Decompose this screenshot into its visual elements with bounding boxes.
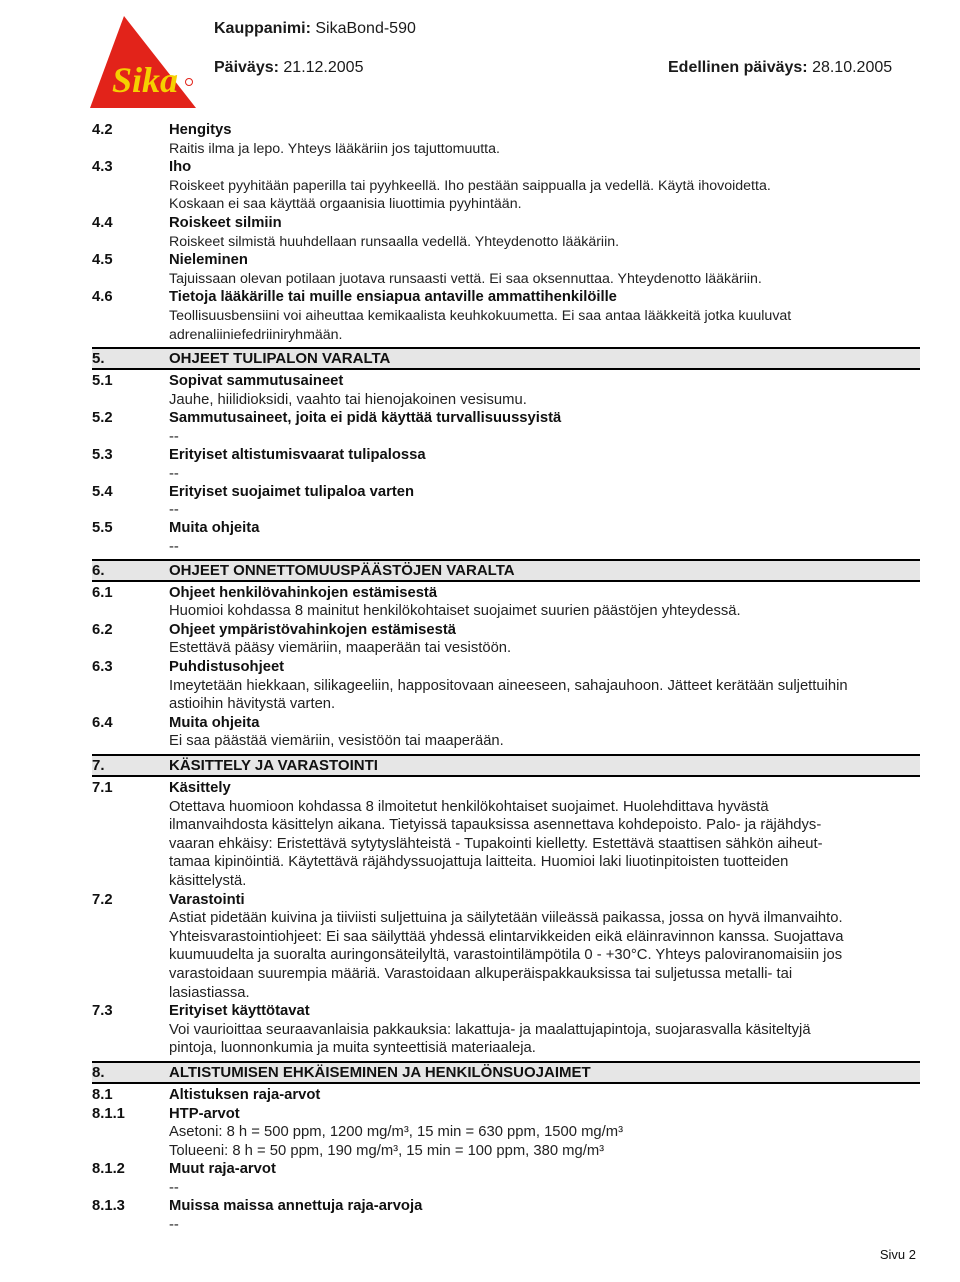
trade-name-line [214,20,416,38]
indent [92,195,169,214]
body-line [92,928,920,947]
section-title: ALTISTUMISEN EHKÄISEMINEN JA HENKILÖNSUOJAIMET [169,1063,591,1081]
subsection-title: Muut raja-arvot [169,1161,276,1178]
subsection-heading [92,1160,920,1179]
indent [92,732,169,751]
subsection-number: 6.3 [92,659,113,676]
date-value: 21.12.2005 [283,59,364,76]
body-line [92,1021,920,1040]
subsection-heading [92,714,920,733]
body-line [92,695,920,714]
indent [92,1179,169,1197]
subsection-number: 8.1.3 [92,1197,125,1214]
subsection-number: 4.3 [92,159,113,176]
body-line [92,872,920,891]
body-line [92,946,920,965]
subsection-number: 5.1 [92,373,113,390]
subsection-number: 5.4 [92,483,113,500]
subsection-title: Sammutusaineet, joita ei pidä käyttää turvallisuussyistä [169,410,562,427]
subsection-number: 8.1.2 [92,1161,125,1178]
subsection-heading [92,214,920,233]
subsection-title: Roiskeet silmiin [169,214,282,231]
indent [92,307,169,326]
subsection-number: 8.1.1 [92,1105,125,1122]
body-text: Yhteisvarastointiohjeet: Ei saa säilyttää yhdessä elintarvikkeiden eikä eläinravinnon kanssa. Suojattava [169,928,844,945]
subsection-title: Sopivat sammutusaineet [169,373,344,390]
section-number: 5. [92,350,105,368]
body-text: Koskaan ei saa käyttää orgaanisia liuottimia pyyhintään. [169,196,522,213]
body-line [92,816,920,835]
svg-text:Sika: Sika [112,60,179,100]
subsection-heading [92,584,920,603]
subsection-heading [92,519,920,538]
body-text: Jauhe, hiilidioksidi, vaahto tai hienojakoinen vesisumu. [169,391,527,408]
previous-date-label: Edellinen päiväys: [668,59,808,76]
subsection-title: Tietoja lääkärille tai muille ensiapua antaville ammattihenkilöille [169,289,617,306]
body-text: Imeytetään hiekkaan, silikageeliin, happositovaan aineeseen, sahajauhoon. Jätteet kerätään suljettuihin [169,677,848,694]
indent [92,391,169,410]
empty-placeholder [92,501,920,519]
body-line [92,984,920,1003]
body-text: ilmanvaihdosta käsittelyn aikana. Tietyissä tapauksissa asennettava kohdepoisto. Palo- ja räjähdys- [169,817,822,834]
subsection-heading [92,409,920,428]
body-text: adrenaliiniefedriiniryhmään. [169,326,343,343]
body-text: -- [169,502,179,519]
sika-logo [90,16,196,108]
subsection-title: HTP-arvot [169,1105,240,1122]
subsection-heading [92,621,920,640]
subsection-number: 6.2 [92,621,113,638]
indent [92,233,169,252]
body-text: Asetoni: 8 h = 500 ppm, 1200 mg/m³, 15 min = 630 ppm, 1500 mg/m³ [169,1124,624,1141]
subsection-number: 4.4 [92,214,113,231]
subsection-number: 8.1 [92,1086,113,1103]
indent [92,909,169,928]
subsection-number: 7.3 [92,1003,113,1020]
body-text: Tajuissaan olevan potilaan juotava runsaasti vettä. Ei saa oksennuttaa. Yhteydenotto lääkäriin. [169,270,762,287]
subsection-title: Erityiset käyttötavat [169,1003,310,1020]
empty-placeholder [92,465,920,483]
body-line [92,1142,920,1161]
subsection-number: 5.3 [92,446,113,463]
body-text: pintoja, luonnonkumia ja muita synteettisiä materiaaleja. [169,1040,536,1057]
indent [92,177,169,196]
indent [92,946,169,965]
body-line [92,270,920,289]
subsection-number: 4.6 [92,289,113,306]
body-text: kuumuudelta ja suoralta auringonsäteilyltä, varastointilämpötila 0 - +30°C. Yhteys paloviranomaisiin jos [169,947,843,964]
subsection-title: Altistuksen raja-arvot [169,1086,321,1103]
section-heading [92,754,920,777]
section-heading [92,559,920,582]
body-line [92,677,920,696]
indent [92,1039,169,1058]
body-text: astioihin hävitystä varten. [169,696,336,713]
body-line [92,732,920,751]
subsection-heading [92,1105,920,1124]
subsection-heading [92,1086,920,1105]
trade-name-label: Kauppanimi: [214,20,311,37]
section-heading [92,347,920,370]
subsection-title: Puhdistusohjeet [169,659,285,676]
body-line [92,177,920,196]
indent [92,695,169,714]
indent [92,798,169,817]
body-text: Otettava huomioon kohdassa 8 ilmoitetut henkilökohtaiset suojaimet. Huolehdittava hyvästä [169,798,769,815]
subsection-heading [92,483,920,502]
body-text: Tolueeni: 8 h = 50 ppm, 190 mg/m³, 15 min = 100 ppm, 380 mg/m³ [169,1142,605,1159]
indent [92,853,169,872]
section-title: OHJEET TULIPALON VARALTA [169,350,391,368]
empty-placeholder [92,1179,920,1197]
section-title: OHJEET ONNETTOMUUSPÄÄSTÖJEN VARALTA [169,561,515,579]
subsection-title: Muissa maissa annettuja raja-arvoja [169,1197,423,1214]
body-text: -- [169,465,179,482]
date-label: Päiväys: [214,59,279,76]
body-text: Raitis ilma ja lepo. Yhteys lääkäriin jos tajuttomuutta. [169,140,500,157]
indent [92,501,169,519]
subsection-number: 4.2 [92,122,113,138]
subsection-title: Hengitys [169,122,232,138]
subsection-title: Muita ohjeita [169,714,260,731]
indent [92,872,169,891]
indent [92,816,169,835]
subsection-heading [92,121,920,140]
subsection-number: 6.1 [92,584,113,601]
body-line [92,195,920,214]
indent [92,140,169,159]
body-text: Astiat pidetään kuivina ja tiiviisti suljettuina ja säilytetään viileässä paikassa, jossa on hyvä ilmanvaihto. [169,910,843,927]
body-text: Voi vaurioittaa seuraavanlaisia pakkauksia: lakattuja- ja maalattujapintoja, suojarasvalla käsiteltyjä [169,1021,811,1038]
body-text: Roiskeet pyyhitään paperilla tai pyyhkeellä. Iho pestään saippualla ja vedellä. Käytä ihovoidetta. [169,177,771,194]
body-text: Ei saa päästää viemäriin, vesistöön tai maaperään. [169,733,504,750]
subsection-title: Varastointi [169,891,245,908]
subsection-heading [92,779,920,798]
subsection-number: 7.2 [92,891,113,908]
body-text: -- [169,538,179,555]
subsection-heading [92,372,920,391]
subsection-heading [92,891,920,910]
body-line [92,909,920,928]
body-line [92,639,920,658]
body-text: -- [169,428,179,445]
body-text: lasiastiassa. [169,984,250,1001]
body-line [92,326,920,345]
body-text: Roiskeet silmistä huuhdellaan runsaalla vedellä. Yhteydenotto lääkäriin. [169,233,620,250]
body-text: -- [169,1216,179,1233]
empty-placeholder [92,538,920,556]
subsection-heading [92,288,920,307]
subsection-number: 5.5 [92,520,113,537]
previous-date-value: 28.10.2005 [812,59,893,76]
subsection-heading [92,1197,920,1216]
indent [92,465,169,483]
subsection-title: Nieleminen [169,252,248,269]
section-heading [92,1061,920,1084]
body-text: tamaa kipinöintiä. Käytettävä räjähdyssuojattuja laitteita. Huomioi laki liuotinpitoisten tuotteiden [169,854,789,871]
document-body [92,121,920,1234]
indent [92,428,169,446]
body-text: Teollisuusbensiini voi aiheuttaa kemikaalista keuhkokuumetta. Ei saa antaa lääkkeitä jotka kuuluvat [169,307,792,324]
section-number: 8. [92,1063,105,1081]
section-number: 6. [92,561,105,579]
indent [92,538,169,556]
indent [92,835,169,854]
indent [92,928,169,947]
subsection-heading [92,158,920,177]
body-line [92,307,920,326]
indent [92,602,169,621]
subsection-title: Iho [169,159,192,176]
body-line [92,233,920,252]
subsection-number: 7.1 [92,780,113,797]
date-line [214,59,363,77]
previous-date-line [668,59,892,77]
body-text: vaaran ehkäisy: Eristettävä sytytyslähteistä - Tupakointi kielletty. Estettävä staattisen sähkön aiheut- [169,835,823,852]
indent [92,270,169,289]
body-text: Huomioi kohdassa 8 mainitut henkilökohtaiset suojaimet suurien päästöjen yhteydessä. [169,603,741,620]
subsection-heading [92,1002,920,1021]
subsection-title: Erityiset suojaimet tulipaloa varten [169,483,415,500]
body-line [92,391,920,410]
subsection-heading [92,446,920,465]
indent [92,1021,169,1040]
indent [92,326,169,345]
body-text: varastoidaan suurempia määriä. Varastoidaan alkuperäispakkauksissa tai suljetussa metalli- tai [169,965,793,982]
subsection-title: Käsittely [169,780,231,797]
body-line [92,1123,920,1142]
indent [92,965,169,984]
trade-name: SikaBond-590 [315,20,416,37]
body-text: käsittelystä. [169,873,247,889]
body-text: Estettävä pääsy viemäriin, maaperään tai vesistöön. [169,640,512,657]
body-line [92,835,920,854]
body-text: -- [169,1179,179,1196]
empty-placeholder [92,1216,920,1234]
subsection-number: 5.2 [92,410,113,427]
page-number: Sivu 2 [879,1247,916,1262]
empty-placeholder [92,428,920,446]
subsection-number: 6.4 [92,714,113,731]
subsection-title: Erityiset altistumisvaarat tulipalossa [169,446,426,463]
body-line [92,1039,920,1058]
section-title: KÄSITTELY JA VARASTOINTI [169,757,378,775]
subsection-heading [92,658,920,677]
subsection-number: 4.5 [92,252,113,269]
indent [92,1216,169,1234]
body-line [92,140,920,159]
indent [92,677,169,696]
body-line [92,798,920,817]
body-line [92,853,920,872]
section-number: 7. [92,757,105,775]
subsection-title: Muita ohjeita [169,520,260,537]
indent [92,984,169,1003]
body-line [92,602,920,621]
subsection-title: Ohjeet henkilövahinkojen estämisestä [169,584,438,601]
indent [92,1123,169,1142]
indent [92,639,169,658]
subsection-heading [92,251,920,270]
indent [92,1142,169,1161]
body-line [92,965,920,984]
subsection-title: Ohjeet ympäristövahinkojen estämisestä [169,621,457,638]
